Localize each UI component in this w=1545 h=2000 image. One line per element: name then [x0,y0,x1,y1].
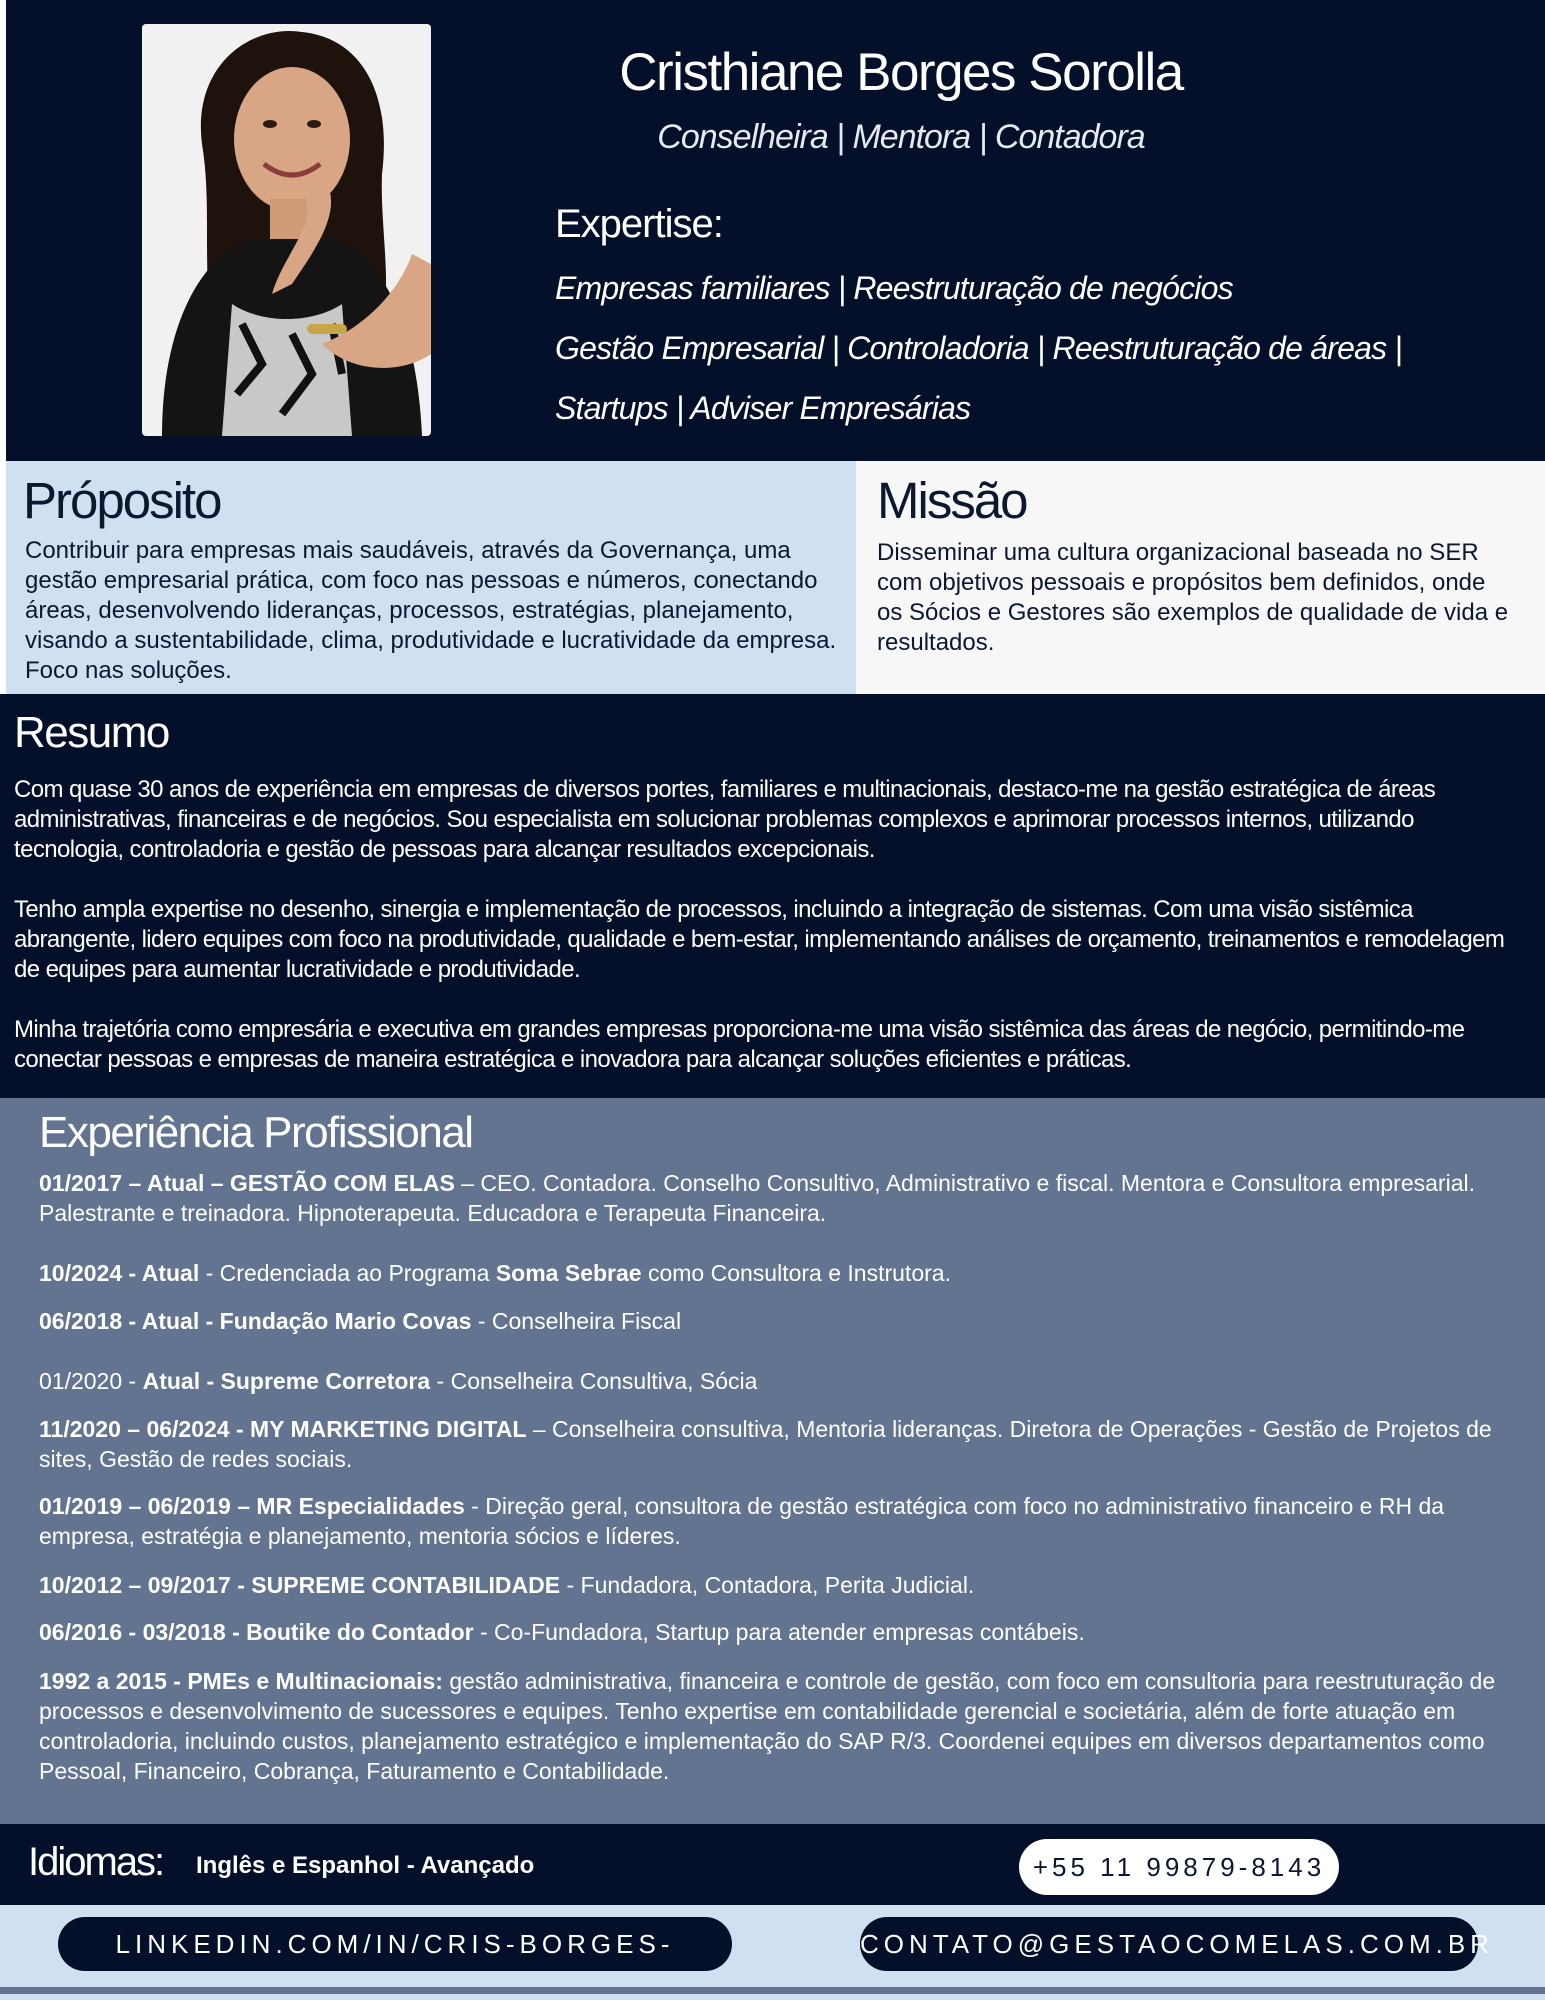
job-description: - Fundadora, Contadora, Perita Judicial. [560,1572,975,1598]
email-link[interactable]: CONTATO@GESTAOCOMELAS.COM.BR [860,1917,1478,1971]
job-heading: 01/2019 – 06/2019 – MR Especialidades [39,1493,465,1519]
expertise-line: Gestão Empresarial | Controladoria | Reestruturação de áreas | [555,330,1402,366]
person-roles: Conselheira | Mentora | Contadora [657,118,1145,156]
job-heading: 11/2020 – 06/2024 - MY MARKETING DIGITAL [39,1416,527,1442]
header-section [6,0,1545,461]
contact-links-section [0,1905,1545,1987]
expertise-title: Expertise: [555,202,723,246]
expertise-line: Startups | Adviser Empresárias [555,390,971,426]
job-entry [39,1666,1519,1786]
job-date: 01/2020 - [39,1368,143,1394]
job-description: - Co-Fundadora, Startup para atender empresas contábeis. [473,1619,1085,1645]
experiencia-title: Experiência Profissional [39,1108,473,1157]
job-entry [39,1491,1519,1551]
experiencia-section [0,1098,1545,1824]
job-description: gestão administrativa, financeira e controle de gestão, com foco em consultoria para reestruturação de processos e desenvolvimento de sucessores e equipes. Tenho expertise em contabilidade gerencial e societária, além de forte atuação em controladoria, incluindo custos, planejamento estratégico e implementação do SAP R/3. Coordenei equipes em diversos departamentos como Pessoal, Financeiro, Cobrança, Faturamento e Contabilidade. [39,1668,1496,1784]
missao-text: Disseminar uma cultura organizacional baseada no SER com objetivos pessoais e propósitos bem definidos, onde os Sócios e Gestores são exemplos de qualidade de vida e resultados. [877,539,1509,656]
job-description: – Conselheira consultiva, Mentoria lideranças. Diretora de Operações - Gestão de Projetos de sites, Gestão de redes sociais. [39,1416,1492,1472]
person-name: Cristhiane Borges Sorolla [619,43,1183,102]
footer-edge [0,1994,1545,2000]
resumo-paragraph: Com quase 30 anos de experiência em empresas de diversos portes, familiares e multinacionais, destaco-me na gestão estratégica de áreas administrativas, financeiras e de negócios. Sou especialista em solucionar problemas complexos e aprimorar processos internos, utilizando tecnologia, controladoria e gestão de pessoas para alcançar resultados excepcionais. [14,776,1436,863]
linkedin-link[interactable]: LINKEDIN.COM/IN/CRIS-BORGES- [58,1917,732,1971]
job-heading: 10/2012 – 09/2017 - SUPREME CONTABILIDADE [39,1572,561,1598]
job-description: - Conselheira Consultiva, Sócia [430,1368,758,1394]
idiomas-title: Idiomas: [28,1840,164,1884]
resumo-paragraph: Minha trajetória como empresária e executiva em grandes empresas proporciona-me uma visão sistêmica das áreas de negócio, permitindo-me conectar pessoas e empresas de maneira estratégica e inovadora para alcançar soluções eficientes e práticas. [14,1016,1465,1073]
job-entry [39,1168,1519,1228]
job-entry [39,1414,1519,1474]
job-description: - Credenciada ao Programa [199,1260,496,1286]
job-entry [39,1617,1519,1647]
job-entry [39,1258,1519,1288]
expertise-line: Empresas familiares | Reestruturação de negócios [555,270,1233,306]
job-heading: 06/2016 - 03/2018 - Boutike do Contador [39,1619,474,1645]
proposito-text: Contribuir para empresas mais saudáveis, através da Governança, uma gestão empresarial prática, com foco nas pessoas e números, conectando áreas, desenvolvendo lideranças, processos, estratégias, planejamento, visando a sustentabilidade, clima, produtividade e lucratividade da empresa. Foco nas soluções. [25,537,837,684]
job-heading: 10/2024 - Atual [39,1260,200,1286]
missao-title: Missão [877,472,1027,529]
proposito-title: Próposito [23,472,221,529]
job-description: - Direção geral, consultora de gestão estratégica com foco no administrativo financeiro e RH da empresa, estratégia e planejamento, mentoria sócios e líderes. [39,1493,1445,1549]
job-heading: 1992 a 2015 - PMEs e Multinacionais: [39,1668,443,1694]
job-description: – CEO. Contadora. Conselho Consultivo, Administrativo e fiscal. Mentora e Consultora empresarial. Palestrante e treinadora. Hipnoterapeuta. Educadora e Terapeuta Financeira. [39,1170,1475,1226]
profile-photo [142,24,431,436]
job-heading: Atual - Supreme Corretora [142,1368,431,1394]
job-description: como Consultora e Instrutora. [641,1260,951,1286]
proposito-section [6,461,856,694]
job-entry [39,1366,1519,1396]
resumo-title: Resumo [14,708,169,757]
resumo-section [0,694,1545,1098]
missao-section [856,461,1545,694]
job-heading: 06/2018 - Atual - Fundação Mario Covas [39,1308,472,1334]
job-description: - Conselheira Fiscal [471,1308,682,1334]
job-heading: 01/2017 – Atual – GESTÃO COM ELAS [39,1170,455,1196]
job-highlight: Soma Sebrae [495,1260,642,1286]
phone-number[interactable]: +55 11 99879-8143 [1019,1839,1339,1895]
idiomas-value: Inglês e Espanhol - Avançado [196,1852,535,1879]
job-entry [39,1570,1519,1600]
job-entry [39,1306,1519,1336]
idiomas-section [0,1824,1545,1905]
resumo-paragraph: Tenho ampla expertise no desenho, sinergia e implementação de processos, incluindo a integração de sistemas. Com uma visão sistêmica abrangente, lidero equipes com foco na produtividade, qualidade e bem-estar, implementando análises de orçamento, treinamentos e remodelagem de equipes para aumentar lucratividade e produtividade. [14,896,1505,983]
